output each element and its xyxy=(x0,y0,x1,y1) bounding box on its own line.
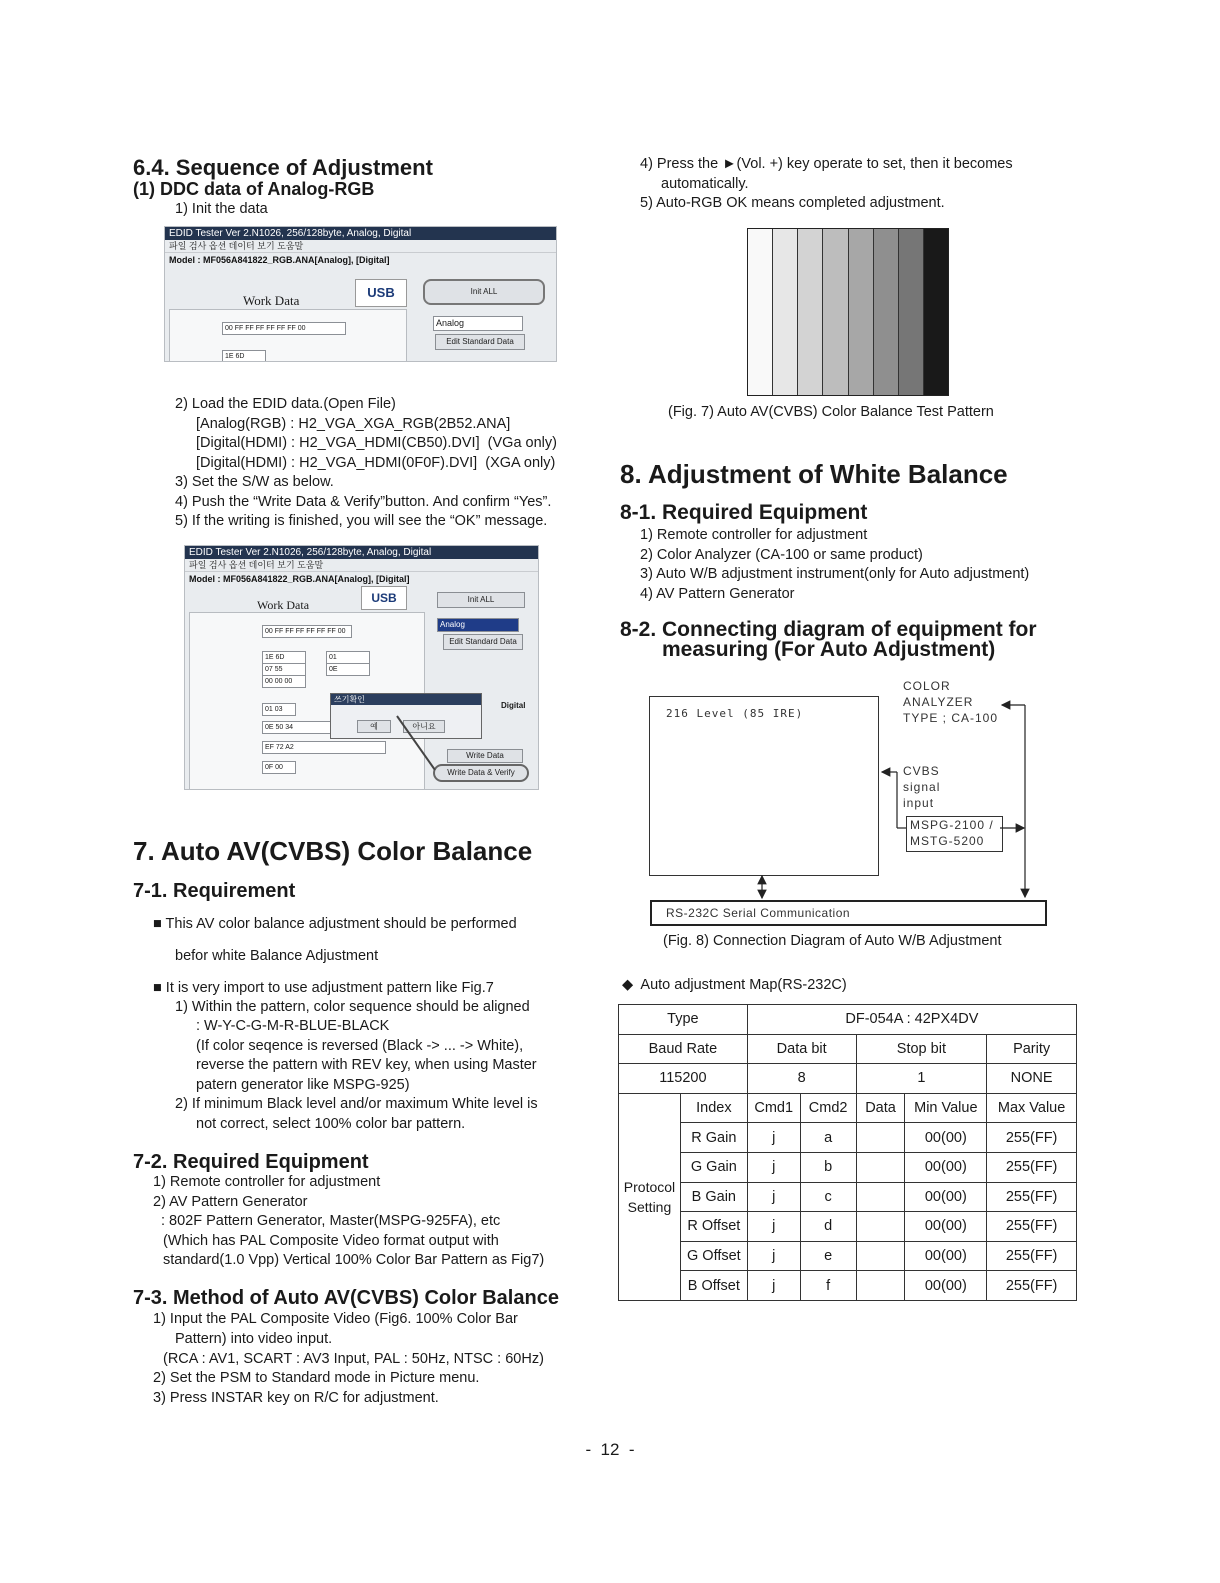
pattern-bar xyxy=(848,229,873,395)
header-field[interactable]: 00 FF FF FF FF FF FF 00 xyxy=(262,625,352,638)
work-data-label: Work Data xyxy=(243,293,300,308)
header-cmd1: Cmd1 xyxy=(747,1093,800,1123)
header-cmd2: Cmd2 xyxy=(800,1093,856,1123)
stop-bit-label: Stop bit xyxy=(856,1034,987,1064)
req-line-10: not correct, select 100% color bar pattern. xyxy=(196,1116,466,1132)
connection-lines xyxy=(640,670,1060,930)
callout-arrow xyxy=(185,546,538,789)
pattern-bar xyxy=(822,229,847,395)
table-row: G Gain j b 00(00) 255(FF) xyxy=(619,1152,1077,1182)
edit-standard-data-button[interactable]: Edit Standard Data xyxy=(435,334,525,350)
work-data-pane xyxy=(169,309,407,362)
req-line-2: befor white Balance Adjustment xyxy=(175,948,379,964)
m73-line-5: 3) Press INSTAR key on R/C for adjustment. xyxy=(153,1390,439,1406)
section-6-4-subtitle: (1) DDC data of Analog-RGB xyxy=(133,179,375,199)
table-row: B Gain j c 00(00) 255(FF) xyxy=(619,1182,1077,1212)
step-write-verify: 4) Push the “Write Data & Verify”button. And confirm “Yes”. xyxy=(175,494,552,510)
work-data-label: Work Data xyxy=(257,598,310,612)
dialog-titlebar: 쓰기확인 xyxy=(331,694,481,705)
established-timing-field[interactable]: 0F 00 xyxy=(262,761,296,774)
pattern-bar xyxy=(873,229,898,395)
write-data-button[interactable]: Write Data xyxy=(447,749,523,763)
analog-combo[interactable]: Analog xyxy=(433,316,523,331)
step-auto-rgb-ok: 5) Auto-RGB OK means completed adjustment. xyxy=(640,195,945,211)
file-digital-xga: [Digital(HDMI) : H2_VGA_HDMI(0F0F).DVI] (XGA only) xyxy=(196,455,556,471)
edid-tester-screenshot-2 xyxy=(184,545,539,790)
year-field[interactable]: 0E xyxy=(326,663,370,676)
rs232c-label: RS-232C Serial Communication xyxy=(666,906,851,920)
pattern-generator-box: MSPG-2100 / MSTG-5200 xyxy=(906,816,1003,852)
color-balance-test-pattern xyxy=(747,228,949,396)
section-6-4-title: 6.4. Sequence of Adjustment xyxy=(133,155,433,180)
file-digital-vga: [Digital(HDMI) : H2_VGA_HDMI(CB50).DVI] (VGa only) xyxy=(196,435,557,451)
serial-number-field[interactable]: 00 00 00 xyxy=(262,675,306,688)
page-number: - 12 - xyxy=(585,1440,635,1459)
m73-line-3: (RCA : AV1, SCART : AV3 Input, PAL : 50Hz, NTSC : 60Hz) xyxy=(163,1351,544,1367)
pattern-bar xyxy=(923,229,948,395)
color-analyzer-label: COLOR ANALYZER TYPE ; CA-100 xyxy=(903,679,999,725)
eq81-line-2: 2) Color Analyzer (CA-100 or same product) xyxy=(640,547,923,563)
table-row: G Offset j e 00(00) 255(FF) xyxy=(619,1241,1077,1271)
type-label: Type xyxy=(619,1005,748,1035)
init-all-button[interactable]: Init ALL xyxy=(437,592,525,608)
manufacturer-field[interactable]: 1E 6D xyxy=(222,350,266,362)
baud-rate-value: 115200 xyxy=(619,1064,748,1094)
file-analog: [Analog(RGB) : H2_VGA_XGA_RGB(2B52.ANA] xyxy=(196,416,511,432)
digital-checkbox[interactable]: Digital xyxy=(501,701,526,710)
table-row: R Offset j d 00(00) 255(FF) xyxy=(619,1212,1077,1242)
m73-line-4: 2) Set the PSM to Standard mode in Picture menu. xyxy=(153,1370,480,1386)
step-init-data: 1) Init the data xyxy=(175,201,268,217)
data-bit-label: Data bit xyxy=(747,1034,856,1064)
header-field[interactable]: 00 FF FF FF FF FF FF 00 xyxy=(222,322,346,335)
dialog-no-button[interactable]: 아니요 xyxy=(403,720,445,733)
pattern-bar xyxy=(772,229,797,395)
table-row: B Offset j f 00(00) 255(FF) xyxy=(619,1271,1077,1301)
req-line-8: patern generator like MSPG-925) xyxy=(196,1077,410,1093)
step-ok-message: 5) If the writing is finished, you will see the “OK” message. xyxy=(175,513,548,529)
eq72-line-4: (Which has PAL Composite Video format output with xyxy=(163,1233,499,1249)
table-header-row xyxy=(619,1093,1077,1123)
step-load-edid: 2) Load the EDID data.(Open File) xyxy=(175,396,396,412)
manufacturer-field[interactable]: 1E 6D xyxy=(262,651,306,664)
color-char-field[interactable]: EF 72 A2 xyxy=(262,741,386,754)
section-7-2-title: 7-2. Required Equipment xyxy=(133,1151,369,1173)
table-row: R Gain j a 00(00) 255(FF) xyxy=(619,1123,1077,1153)
req-line-7: reverse the pattern with REV key, when using Master xyxy=(196,1057,537,1073)
step-automatically: automatically. xyxy=(661,176,749,192)
section-8-2-title-line1: 8-2. Connecting diagram of equipment for xyxy=(620,618,1037,641)
fig8-caption: (Fig. 8) Connection Diagram of Auto W/B Adjustment xyxy=(663,933,1002,949)
req-line-6: (If color seqence is reversed (Black -> ... -> White), xyxy=(196,1038,524,1054)
eq81-line-1: 1) Remote controller for adjustment xyxy=(640,527,868,543)
pattern-bar xyxy=(898,229,923,395)
parity-value: NONE xyxy=(987,1064,1077,1094)
write-data-verify-button[interactable]: Write Data & Verify xyxy=(433,764,529,782)
auto-adjustment-map-title: ◆ Auto adjustment Map(RS-232C) xyxy=(622,977,847,993)
pattern-bar xyxy=(797,229,822,395)
step-press-vol: 4) Press the ►(Vol. +) key operate to set, then it becomes xyxy=(640,156,1013,172)
section-7-title: 7. Auto AV(CVBS) Color Balance xyxy=(133,836,533,866)
level-label: 216 Level (85 IRE) xyxy=(666,707,804,720)
rs232c-adjustment-map-table xyxy=(618,1004,1077,1301)
edid-version-field[interactable]: 01 03 xyxy=(262,703,296,716)
eq72-line-3: : 802F Pattern Generator, Master(MSPG-925FA), etc xyxy=(161,1213,501,1229)
edit-standard-data-button[interactable]: Edit Standard Data xyxy=(443,634,523,650)
dialog-yes-button[interactable]: 예 xyxy=(357,720,391,733)
header-index: Index xyxy=(680,1093,747,1123)
eq81-line-4: 4) AV Pattern Generator xyxy=(640,586,795,602)
stop-bit-value: 1 xyxy=(856,1064,987,1094)
req-line-9: 2) If minimum Black level and/or maximum White level is xyxy=(175,1096,538,1112)
window-titlebar: EDID Tester Ver 2.N1026, 256/128byte, Analog, Digital xyxy=(185,546,538,559)
usb-logo: USB xyxy=(355,279,407,307)
step-set-sw: 3) Set the S/W as below. xyxy=(175,474,334,490)
model-label: Model : MF056A841822_RGB.ANA[Analog], [Digital] xyxy=(189,574,410,584)
section-7-1-title: 7-1. Requirement xyxy=(133,880,296,902)
protocol-setting-label: Protocol Setting xyxy=(619,1093,681,1300)
req-line-3: ■ It is very import to use adjustment pattern like Fig.7 xyxy=(153,980,494,996)
baud-rate-label: Baud Rate xyxy=(619,1034,748,1064)
usb-logo: USB xyxy=(361,586,407,610)
req-line-5: : W-Y-C-G-M-R-BLUE-BLACK xyxy=(196,1018,390,1034)
product-id-field[interactable]: 07 55 xyxy=(262,663,306,676)
menu-bar: 파일 검사 옵션 데이터 보기 도움말 xyxy=(165,240,556,253)
m73-line-2: Pattern) into video input. xyxy=(175,1331,333,1347)
fig7-caption: (Fig. 7) Auto AV(CVBS) Color Balance Test Pattern xyxy=(668,404,994,420)
week-field[interactable]: 01 xyxy=(326,651,370,664)
req-line-4: 1) Within the pattern, color sequence should be aligned xyxy=(175,999,530,1015)
eq81-line-3: 3) Auto W/B adjustment instrument(only for Auto adjustment) xyxy=(640,566,1030,582)
pattern-bar xyxy=(748,229,772,395)
eq72-line-1: 1) Remote controller for adjustment xyxy=(153,1174,381,1190)
analog-combo[interactable]: Analog xyxy=(437,618,519,632)
header-data: Data xyxy=(856,1093,905,1123)
display-param-field[interactable]: 0E 50 34 xyxy=(262,721,336,734)
section-7-3-title: 7-3. Method of Auto AV(CVBS) Color Balance xyxy=(133,1287,559,1309)
edid-tester-screenshot-1 xyxy=(164,226,557,362)
eq72-line-5: standard(1.0 Vpp) Vertical 100% Color Bar Pattern as Fig7) xyxy=(163,1252,545,1268)
m73-line-1: 1) Input the PAL Composite Video (Fig6. 100% Color Bar xyxy=(153,1311,518,1327)
section-8-1-title: 8-1. Required Equipment xyxy=(620,501,868,524)
data-bit-value: 8 xyxy=(747,1064,856,1094)
section-8-title: 8. Adjustment of White Balance xyxy=(620,459,1008,489)
model-label: Model : MF056A841822_RGB.ANA[Analog], [Digital] xyxy=(169,255,390,265)
cvbs-input-label: CVBS signal input xyxy=(903,764,941,810)
header-max-value: Max Value xyxy=(987,1093,1077,1123)
req-line-1: ■ This AV color balance adjustment should be performed xyxy=(153,916,517,932)
section-8-2-title-line2: measuring (For Auto Adjustment) xyxy=(662,638,996,661)
window-titlebar: EDID Tester Ver 2.N1026, 256/128byte, Analog, Digital xyxy=(165,227,556,240)
menu-bar: 파일 검사 옵션 데이터 보기 도움말 xyxy=(185,559,538,572)
eq72-line-2: 2) AV Pattern Generator xyxy=(153,1194,308,1210)
init-all-button[interactable]: Init ALL xyxy=(423,279,545,305)
parity-label: Parity xyxy=(987,1034,1077,1064)
type-value: DF-054A : 42PX4DV xyxy=(747,1005,1076,1035)
header-min-value: Min Value xyxy=(905,1093,987,1123)
